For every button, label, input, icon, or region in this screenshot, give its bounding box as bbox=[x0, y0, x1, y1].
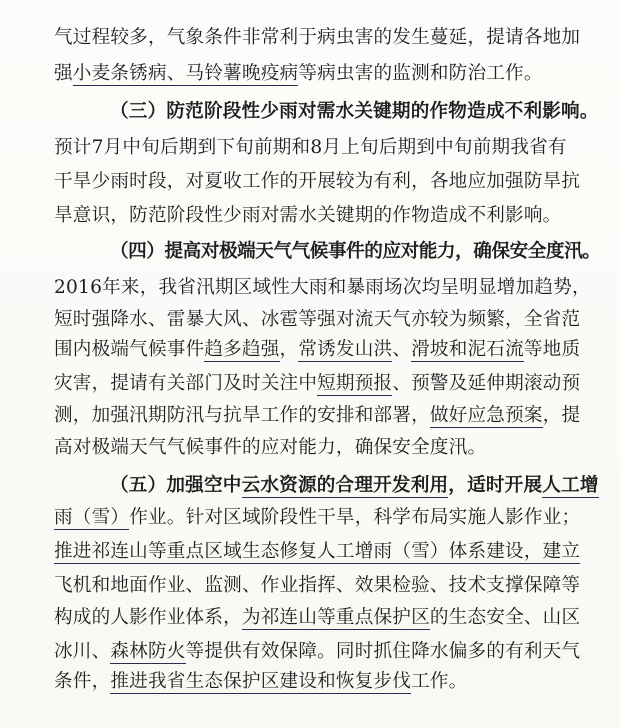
text-segment: 工作。 bbox=[411, 671, 468, 692]
text-segment: 构成的人影作业体系， bbox=[54, 607, 242, 628]
text-segment: 飞机和地面作业、监测、作业指挥、效果检验、技术支撑保障等 bbox=[54, 575, 581, 596]
section-heading-line bbox=[110, 474, 599, 498]
underlined-phrase: 短期预报 bbox=[317, 373, 393, 394]
text-line bbox=[54, 606, 580, 630]
underlined-phrase: 小麦条锈病、马铃薯晚疫病 bbox=[72, 63, 299, 84]
text-line bbox=[54, 372, 580, 396]
text-line bbox=[54, 574, 580, 598]
underlined-phrase: 云水资源的合理开发利用 bbox=[241, 475, 449, 496]
text-segment: （四）提高对极端天气气候事件的应对能力，确保安全度汛。 bbox=[110, 241, 601, 262]
text-segment: 2016年来，我省汛期区域性大雨和暴雨场次均呈明显增加趋势， bbox=[54, 277, 591, 298]
underlined-phrase: 滑坡和泥石流 bbox=[411, 339, 524, 360]
text-segment: 等提供有效保障。同时抓住降水偏多的有利天气 bbox=[185, 641, 581, 662]
underlined-phrase: 雨（雪） bbox=[54, 507, 130, 528]
text-segment: 强 bbox=[54, 63, 73, 84]
text-line bbox=[54, 308, 580, 332]
text-segment: 灾害，提请有关部门及时关注中 bbox=[54, 373, 318, 394]
section-heading-line bbox=[110, 100, 599, 124]
text-line bbox=[54, 170, 580, 194]
text-segment: 预计7月中旬后期到下旬前期和8月上旬后期到中旬前期我省有 bbox=[54, 137, 567, 158]
text-segment: 等病虫害的监测和防治工作。 bbox=[298, 63, 543, 84]
text-segment: 等地质 bbox=[523, 339, 581, 360]
underlined-phrase: 森林防火 bbox=[110, 641, 186, 662]
text-segment: ， bbox=[279, 339, 299, 360]
text-segment: （五）加强空中 bbox=[110, 475, 242, 496]
text-segment: 短时强降水、雷暴大风、冰雹等强对流天气亦较为频繁，全省范 bbox=[54, 309, 581, 330]
text-segment: 、 bbox=[392, 339, 412, 360]
text-line bbox=[54, 670, 467, 694]
underlined-phrase: 推进祁连山等重点区域生态修复人工增雨（雪）体系建设，建立 bbox=[54, 541, 581, 562]
text-segment: 条件， bbox=[54, 671, 111, 692]
text-segment: 的生态安全、山区 bbox=[429, 607, 581, 628]
underlined-phrase: 做好应急预案 bbox=[429, 405, 543, 426]
text-segment: 旱意识，防范阶段性少雨对需水关键期的作物造成不利影响。 bbox=[54, 205, 562, 226]
text-line bbox=[54, 204, 561, 228]
text-segment: 、预警及延伸期滚动预 bbox=[392, 373, 581, 394]
text-segment: 冰川、 bbox=[54, 641, 111, 662]
text-segment: 气过程较多，气象条件非常利于病虫害的发生蔓延，提请各地加 bbox=[54, 27, 581, 48]
underlined-phrase: 趋多趋强 bbox=[204, 339, 280, 360]
text-segment: ，适时开展 bbox=[448, 475, 543, 496]
text-line bbox=[54, 26, 580, 50]
text-line bbox=[54, 276, 591, 300]
text-line bbox=[54, 62, 543, 86]
text-segment: 作业。针对区域阶段性干旱，科学布局实施人影作业； bbox=[129, 507, 581, 528]
text-line bbox=[54, 540, 580, 564]
underlined-phrase: 常诱发山洪 bbox=[298, 339, 393, 360]
text-line bbox=[54, 136, 567, 160]
section-heading-line bbox=[110, 240, 600, 264]
text-line bbox=[54, 436, 486, 460]
underlined-phrase: 人工增 bbox=[542, 475, 599, 496]
text-segment: 测，加强汛期防汛与抗旱工作的安排和部署， bbox=[54, 405, 430, 426]
text-segment: ，提 bbox=[542, 405, 581, 426]
text-segment: 高对极端天气气候事件的应对能力，确保安全度汛。 bbox=[54, 437, 487, 458]
text-segment: 干旱少雨时段，对夏收工作的开展较为有利，各地应加强防旱抗 bbox=[54, 171, 581, 192]
text-segment: （三）防范阶段性少雨对需水关键期的作物造成不利影响。 bbox=[110, 101, 599, 122]
text-line bbox=[54, 338, 580, 362]
underlined-phrase: 为祁连山等重点保护区 bbox=[241, 607, 430, 628]
underlined-phrase: 推进我省生态保护区建设和恢复步伐 bbox=[110, 671, 412, 692]
text-line bbox=[54, 640, 580, 664]
text-line bbox=[54, 404, 580, 428]
text-line bbox=[54, 506, 580, 530]
text-segment: 围内极端气候事件 bbox=[54, 339, 205, 360]
